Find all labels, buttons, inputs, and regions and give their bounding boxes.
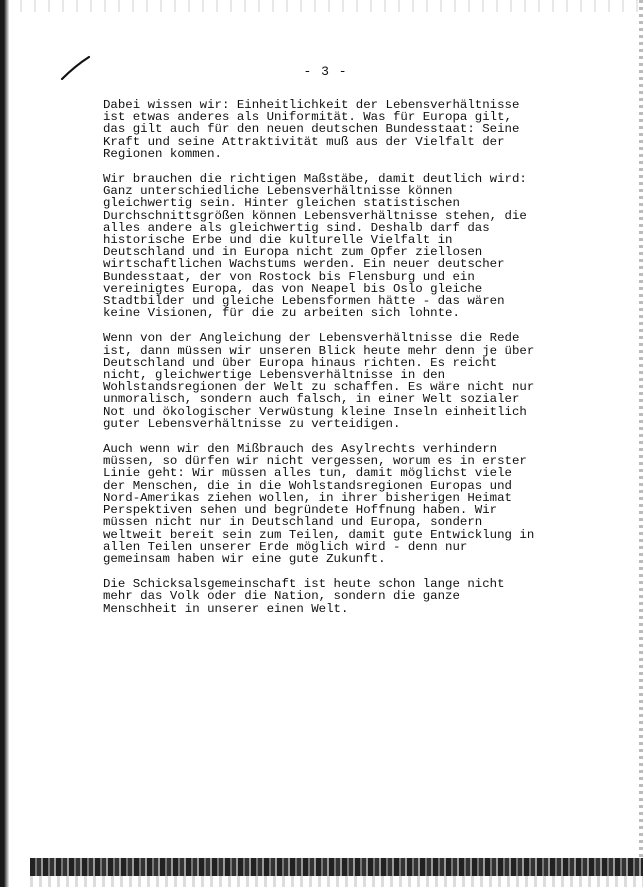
paragraph (103, 578, 623, 615)
text-line: Wohlstandsregionen der Welt zu schaffen. Es wäre nicht nur (103, 380, 535, 395)
scan-edge-top (0, 0, 643, 12)
text-line: alles andere als gleichwertig sind. Deshalb darf das (103, 220, 490, 235)
letter-body (103, 99, 623, 628)
text-line: Durchschnittsgrößen können Lebensverhältnisse stehen, die (103, 208, 527, 223)
text-line: Kraft und seine Attraktivität muß aus der Vielfalt der (103, 134, 505, 149)
text-line: Deutschland und in Europa nicht zum Opfer ziellosen (103, 245, 483, 260)
text-line: guter Lebensverhältnisse zu verteidigen. (103, 416, 401, 431)
text-line: Bundesstaat, der von Rostock bis Flensburg und ein (103, 269, 475, 284)
text-line: Ganz unterschiedliche Lebensverhältnisse können (103, 184, 453, 199)
paragraph (103, 332, 623, 430)
text-line: Auch wenn wir den Mißbrauch des Asylrechts verhindern (103, 442, 498, 457)
paragraph (103, 99, 623, 160)
text-line: unmoralisch, sondern auch falsch, in einer Welt sozialer (103, 392, 520, 407)
text-line: mehr das Volk oder die Nation, sondern die ganze (103, 589, 460, 604)
text-line: gemeinsam haben wir eine gute Zukunft. (103, 551, 386, 566)
paragraph (103, 443, 623, 565)
text-line: wirtschaftlichen Wachstums werden. Ein neuer deutscher (103, 257, 505, 272)
text-line: müssen nicht nur in Deutschland und Europa, sondern (103, 515, 483, 530)
text-line: ist, dann müssen wir unseren Blick heute mehr denn je über (103, 343, 535, 358)
text-line: Stadtbilder und gleiche Lebensformen hätte - das wären (103, 294, 505, 309)
text-line: Regionen kommen. (103, 146, 222, 161)
text-line: Deutschland und über Europa hinaus richten. Es reicht (103, 355, 498, 370)
text-line: historische Erbe und die kulturelle Vielfalt in (103, 233, 453, 248)
text-line: Dabei wissen wir: Einheitlichkeit der Lebensverhältnisse (103, 98, 520, 112)
paragraph (103, 173, 623, 319)
text-line: das gilt auch für den neuen deutschen Bundesstaat: Seine (103, 122, 520, 137)
scan-edge-left (0, 0, 9, 887)
scan-edge-right (639, 0, 643, 887)
text-line: Wenn von der Angleichung der Lebensverhältnisse die Rede (103, 331, 520, 346)
scan-noise-bottom (30, 876, 643, 887)
text-line: gleichwertig sein. Hinter gleichen statistischen (103, 196, 460, 211)
text-line: weltweit bereit sein zum Teilen, damit gute Entwicklung in (103, 527, 535, 542)
text-line: der Menschen, die in die Wohlstandsregionen Europas und (103, 478, 512, 493)
text-line: keine Visionen, für die zu arbeiten sich lohnte. (103, 306, 460, 321)
text-line: Perspektiven sehen und begründete Hoffnung haben. Wir (103, 503, 498, 518)
text-line: vereinigtes Europa, das von Neapel bis Oslo gleiche (103, 281, 483, 296)
text-line: Not und ökologischer Verwüstung kleine Inseln einheitlich (103, 404, 527, 419)
text-line: Nord-Amerikas ziehen wollen, in ihrer bisherigen Heimat (103, 490, 512, 505)
text-line: Linie geht: Wir müssen alles tun, damit möglichst viele (103, 466, 512, 481)
text-line: Wir brauchen die richtigen Maßstäbe, damit deutlich wird: (103, 172, 527, 187)
page-number: - 3 - (303, 64, 348, 79)
text-line: Menschheit in unserer einen Welt. (103, 601, 349, 616)
text-line: ist etwas anderes als Uniformität. Was für Europa gilt, (103, 110, 512, 125)
scan-edge-bottom (30, 858, 643, 876)
text-line: müssen, so dürfen wir nicht vergessen, worum es in erster (103, 454, 527, 469)
text-line: allen Teilen unserer Erde möglich wird - denn nur (103, 539, 468, 554)
text-line: nicht, gleichwertige Lebensverhältnisse in den (103, 368, 446, 383)
text-line: Die Schicksalsgemeinschaft ist heute schon lange nicht (103, 577, 505, 592)
